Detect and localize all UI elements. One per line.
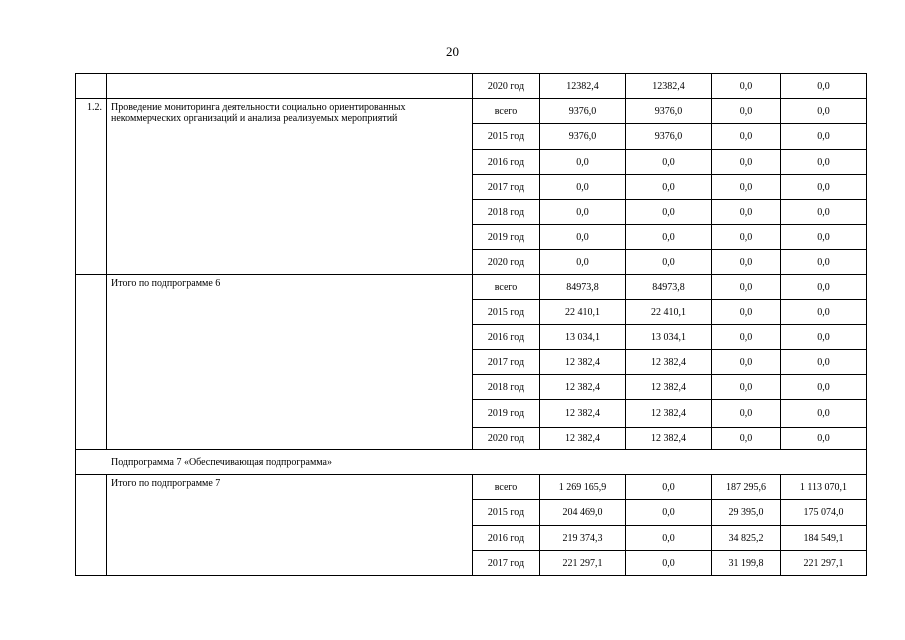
value-cell: 0,0 bbox=[712, 99, 781, 124]
value-cell: 221 297,1 bbox=[540, 551, 626, 576]
value-cell: 9376,0 bbox=[540, 124, 626, 150]
period-cell: 2019 год bbox=[473, 225, 540, 250]
value-cell: 0,0 bbox=[712, 150, 781, 175]
item-number bbox=[76, 74, 107, 99]
value-cell: 13 034,1 bbox=[626, 325, 712, 350]
value-cell: 12 382,4 bbox=[626, 375, 712, 400]
value-cell: 1 113 070,1 bbox=[781, 475, 867, 500]
value-cell: 12382,4 bbox=[626, 74, 712, 99]
value-cell: 0,0 bbox=[626, 200, 712, 225]
value-cell: 12 382,4 bbox=[626, 350, 712, 375]
period-cell: 2016 год bbox=[473, 150, 540, 175]
value-cell: 9376,0 bbox=[626, 99, 712, 124]
period-cell: 2018 год bbox=[473, 200, 540, 225]
value-cell: 0,0 bbox=[540, 175, 626, 200]
value-cell: 0,0 bbox=[781, 200, 867, 225]
period-cell: 2017 год bbox=[473, 175, 540, 200]
value-cell: 0,0 bbox=[712, 325, 781, 350]
item-number: 1.2. bbox=[76, 99, 107, 275]
period-cell: 2017 год bbox=[473, 350, 540, 375]
value-cell: 0,0 bbox=[781, 375, 867, 400]
value-cell: 13 034,1 bbox=[540, 325, 626, 350]
value-cell: 0,0 bbox=[712, 74, 781, 99]
value-cell: 0,0 bbox=[712, 375, 781, 400]
value-cell: 0,0 bbox=[781, 99, 867, 124]
value-cell: 204 469,0 bbox=[540, 500, 626, 526]
value-cell: 12 382,4 bbox=[626, 428, 712, 450]
budget-table bbox=[75, 73, 867, 576]
page-number: 20 bbox=[446, 44, 459, 59]
value-cell: 12382,4 bbox=[540, 74, 626, 99]
value-cell: 0,0 bbox=[540, 200, 626, 225]
table-row bbox=[76, 275, 867, 300]
period-cell: 2016 год bbox=[473, 325, 540, 350]
item-name bbox=[107, 74, 473, 99]
period-cell: 2015 год bbox=[473, 124, 540, 150]
value-cell: 184 549,1 bbox=[781, 526, 867, 551]
value-cell: 221 297,1 bbox=[781, 551, 867, 576]
period-cell: 2019 год bbox=[473, 400, 540, 428]
value-cell: 0,0 bbox=[781, 400, 867, 428]
value-cell: 9376,0 bbox=[540, 99, 626, 124]
value-cell: 0,0 bbox=[781, 225, 867, 250]
item-number bbox=[76, 475, 107, 576]
period-cell: всего bbox=[473, 275, 540, 300]
value-cell: 187 295,6 bbox=[712, 475, 781, 500]
value-cell: 0,0 bbox=[781, 300, 867, 325]
section-title: Подпрограмма 7 «Обеспечивающая подпрограмма» bbox=[76, 450, 867, 475]
value-cell: 12 382,4 bbox=[540, 375, 626, 400]
value-cell: 0,0 bbox=[712, 300, 781, 325]
period-cell: 2015 год bbox=[473, 300, 540, 325]
period-cell: 2015 год bbox=[473, 500, 540, 526]
value-cell: 34 825,2 bbox=[712, 526, 781, 551]
value-cell: 12 382,4 bbox=[540, 400, 626, 428]
table-row bbox=[76, 74, 867, 99]
period-cell: 2017 год bbox=[473, 551, 540, 576]
value-cell: 0,0 bbox=[626, 500, 712, 526]
table-row bbox=[76, 99, 867, 124]
period-cell: 2018 год bbox=[473, 375, 540, 400]
value-cell: 0,0 bbox=[626, 225, 712, 250]
value-cell: 1 269 165,9 bbox=[540, 475, 626, 500]
value-cell: 29 395,0 bbox=[712, 500, 781, 526]
period-cell: всего bbox=[473, 475, 540, 500]
value-cell: 175 074,0 bbox=[781, 500, 867, 526]
value-cell: 0,0 bbox=[781, 325, 867, 350]
value-cell: 0,0 bbox=[626, 175, 712, 200]
item-name: Итого по подпрограмме 7 bbox=[107, 475, 473, 576]
value-cell: 0,0 bbox=[626, 150, 712, 175]
value-cell: 0,0 bbox=[781, 250, 867, 275]
table-row bbox=[76, 475, 867, 500]
value-cell: 31 199,8 bbox=[712, 551, 781, 576]
period-cell: 2020 год bbox=[473, 74, 540, 99]
value-cell: 219 374,3 bbox=[540, 526, 626, 551]
value-cell: 12 382,4 bbox=[626, 400, 712, 428]
value-cell: 0,0 bbox=[626, 526, 712, 551]
value-cell: 0,0 bbox=[781, 275, 867, 300]
value-cell: 9376,0 bbox=[626, 124, 712, 150]
value-cell: 22 410,1 bbox=[626, 300, 712, 325]
value-cell: 0,0 bbox=[540, 250, 626, 275]
value-cell: 0,0 bbox=[712, 175, 781, 200]
value-cell: 0,0 bbox=[540, 225, 626, 250]
value-cell: 84973,8 bbox=[626, 275, 712, 300]
value-cell: 84973,8 bbox=[540, 275, 626, 300]
period-cell: 2020 год bbox=[473, 428, 540, 450]
value-cell: 0,0 bbox=[712, 250, 781, 275]
value-cell: 22 410,1 bbox=[540, 300, 626, 325]
value-cell: 0,0 bbox=[626, 475, 712, 500]
section-row bbox=[76, 450, 867, 475]
value-cell: 0,0 bbox=[712, 350, 781, 375]
value-cell: 0,0 bbox=[781, 428, 867, 450]
value-cell: 12 382,4 bbox=[540, 428, 626, 450]
value-cell: 0,0 bbox=[712, 428, 781, 450]
period-cell: всего bbox=[473, 99, 540, 124]
value-cell: 0,0 bbox=[626, 250, 712, 275]
value-cell: 0,0 bbox=[712, 200, 781, 225]
item-name: Проведение мониторинга деятельности социально ориентированных некоммерческих организаций и анализа реализуемых мероприятий bbox=[107, 99, 473, 275]
period-cell: 2016 год bbox=[473, 526, 540, 551]
value-cell: 12 382,4 bbox=[540, 350, 626, 375]
value-cell: 0,0 bbox=[781, 124, 867, 150]
item-number bbox=[76, 275, 107, 450]
value-cell: 0,0 bbox=[626, 551, 712, 576]
item-name: Итого по подпрограмме 6 bbox=[107, 275, 473, 450]
value-cell: 0,0 bbox=[781, 150, 867, 175]
value-cell: 0,0 bbox=[781, 175, 867, 200]
period-cell: 2020 год bbox=[473, 250, 540, 275]
value-cell: 0,0 bbox=[712, 400, 781, 428]
value-cell: 0,0 bbox=[712, 124, 781, 150]
value-cell: 0,0 bbox=[712, 225, 781, 250]
value-cell: 0,0 bbox=[540, 150, 626, 175]
value-cell: 0,0 bbox=[781, 350, 867, 375]
value-cell: 0,0 bbox=[712, 275, 781, 300]
value-cell: 0,0 bbox=[781, 74, 867, 99]
